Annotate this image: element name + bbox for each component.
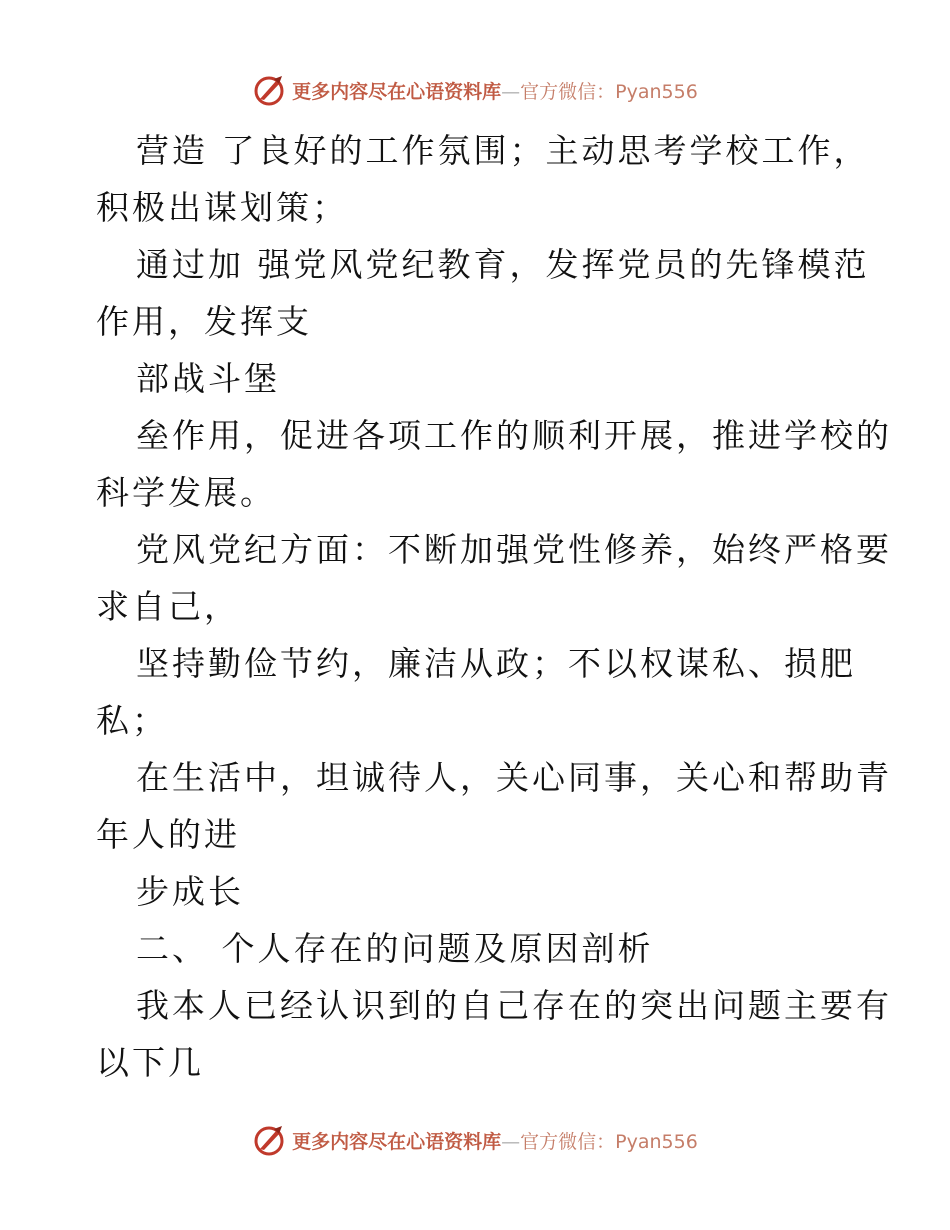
body-line: 私；	[96, 701, 168, 740]
footer-banner-tail: 官方微信：Pyan556	[520, 1130, 698, 1153]
quill-logo-icon	[252, 73, 286, 107]
footer-banner-lead: 更多内容尽在心语资料库	[292, 1130, 502, 1153]
body-line: 以下几	[96, 1043, 204, 1082]
body-line: 在生活中，坦诚待人，关心同事，关心和帮助青	[136, 758, 892, 797]
body-line: 积极出谋划策；	[96, 188, 348, 227]
body-line: 步成长	[136, 872, 244, 911]
document-body	[96, 122, 892, 1091]
body-line: 作用，发挥支	[96, 302, 312, 341]
body-line: 坚持勤俭节约，廉洁从政；不以权谋私、损肥	[136, 644, 856, 683]
footer-banner	[0, 1120, 950, 1160]
header-banner-tail: 官方微信：Pyan556	[520, 80, 698, 103]
body-line: 党风党纪方面：不断加强党性修养，始终严格要	[136, 530, 892, 569]
body-line: 科学发展。	[96, 473, 276, 512]
body-line: 垒作用，促进各项工作的顺利开展，推进学校的	[136, 416, 892, 455]
body-line: 年人的进	[96, 815, 240, 854]
header-banner-separator: —	[501, 80, 521, 103]
quill-logo-icon	[252, 1123, 286, 1157]
body-line: 通过加 强党风党纪教育，发挥党员的先锋模范	[136, 245, 870, 284]
header-banner	[0, 70, 950, 110]
body-line: 我本人已经认识到的自己存在的突出问题主要有	[136, 986, 892, 1025]
body-line: 营造 了良好的工作氛围；主动思考学校工作，	[136, 131, 870, 170]
body-line: 部战斗堡	[136, 359, 280, 398]
body-line: 求自己，	[96, 587, 240, 626]
header-banner-lead: 更多内容尽在心语资料库	[292, 80, 502, 103]
section-heading: 二、 个人存在的问题及原因剖析	[136, 929, 654, 968]
footer-banner-separator: —	[501, 1130, 521, 1153]
